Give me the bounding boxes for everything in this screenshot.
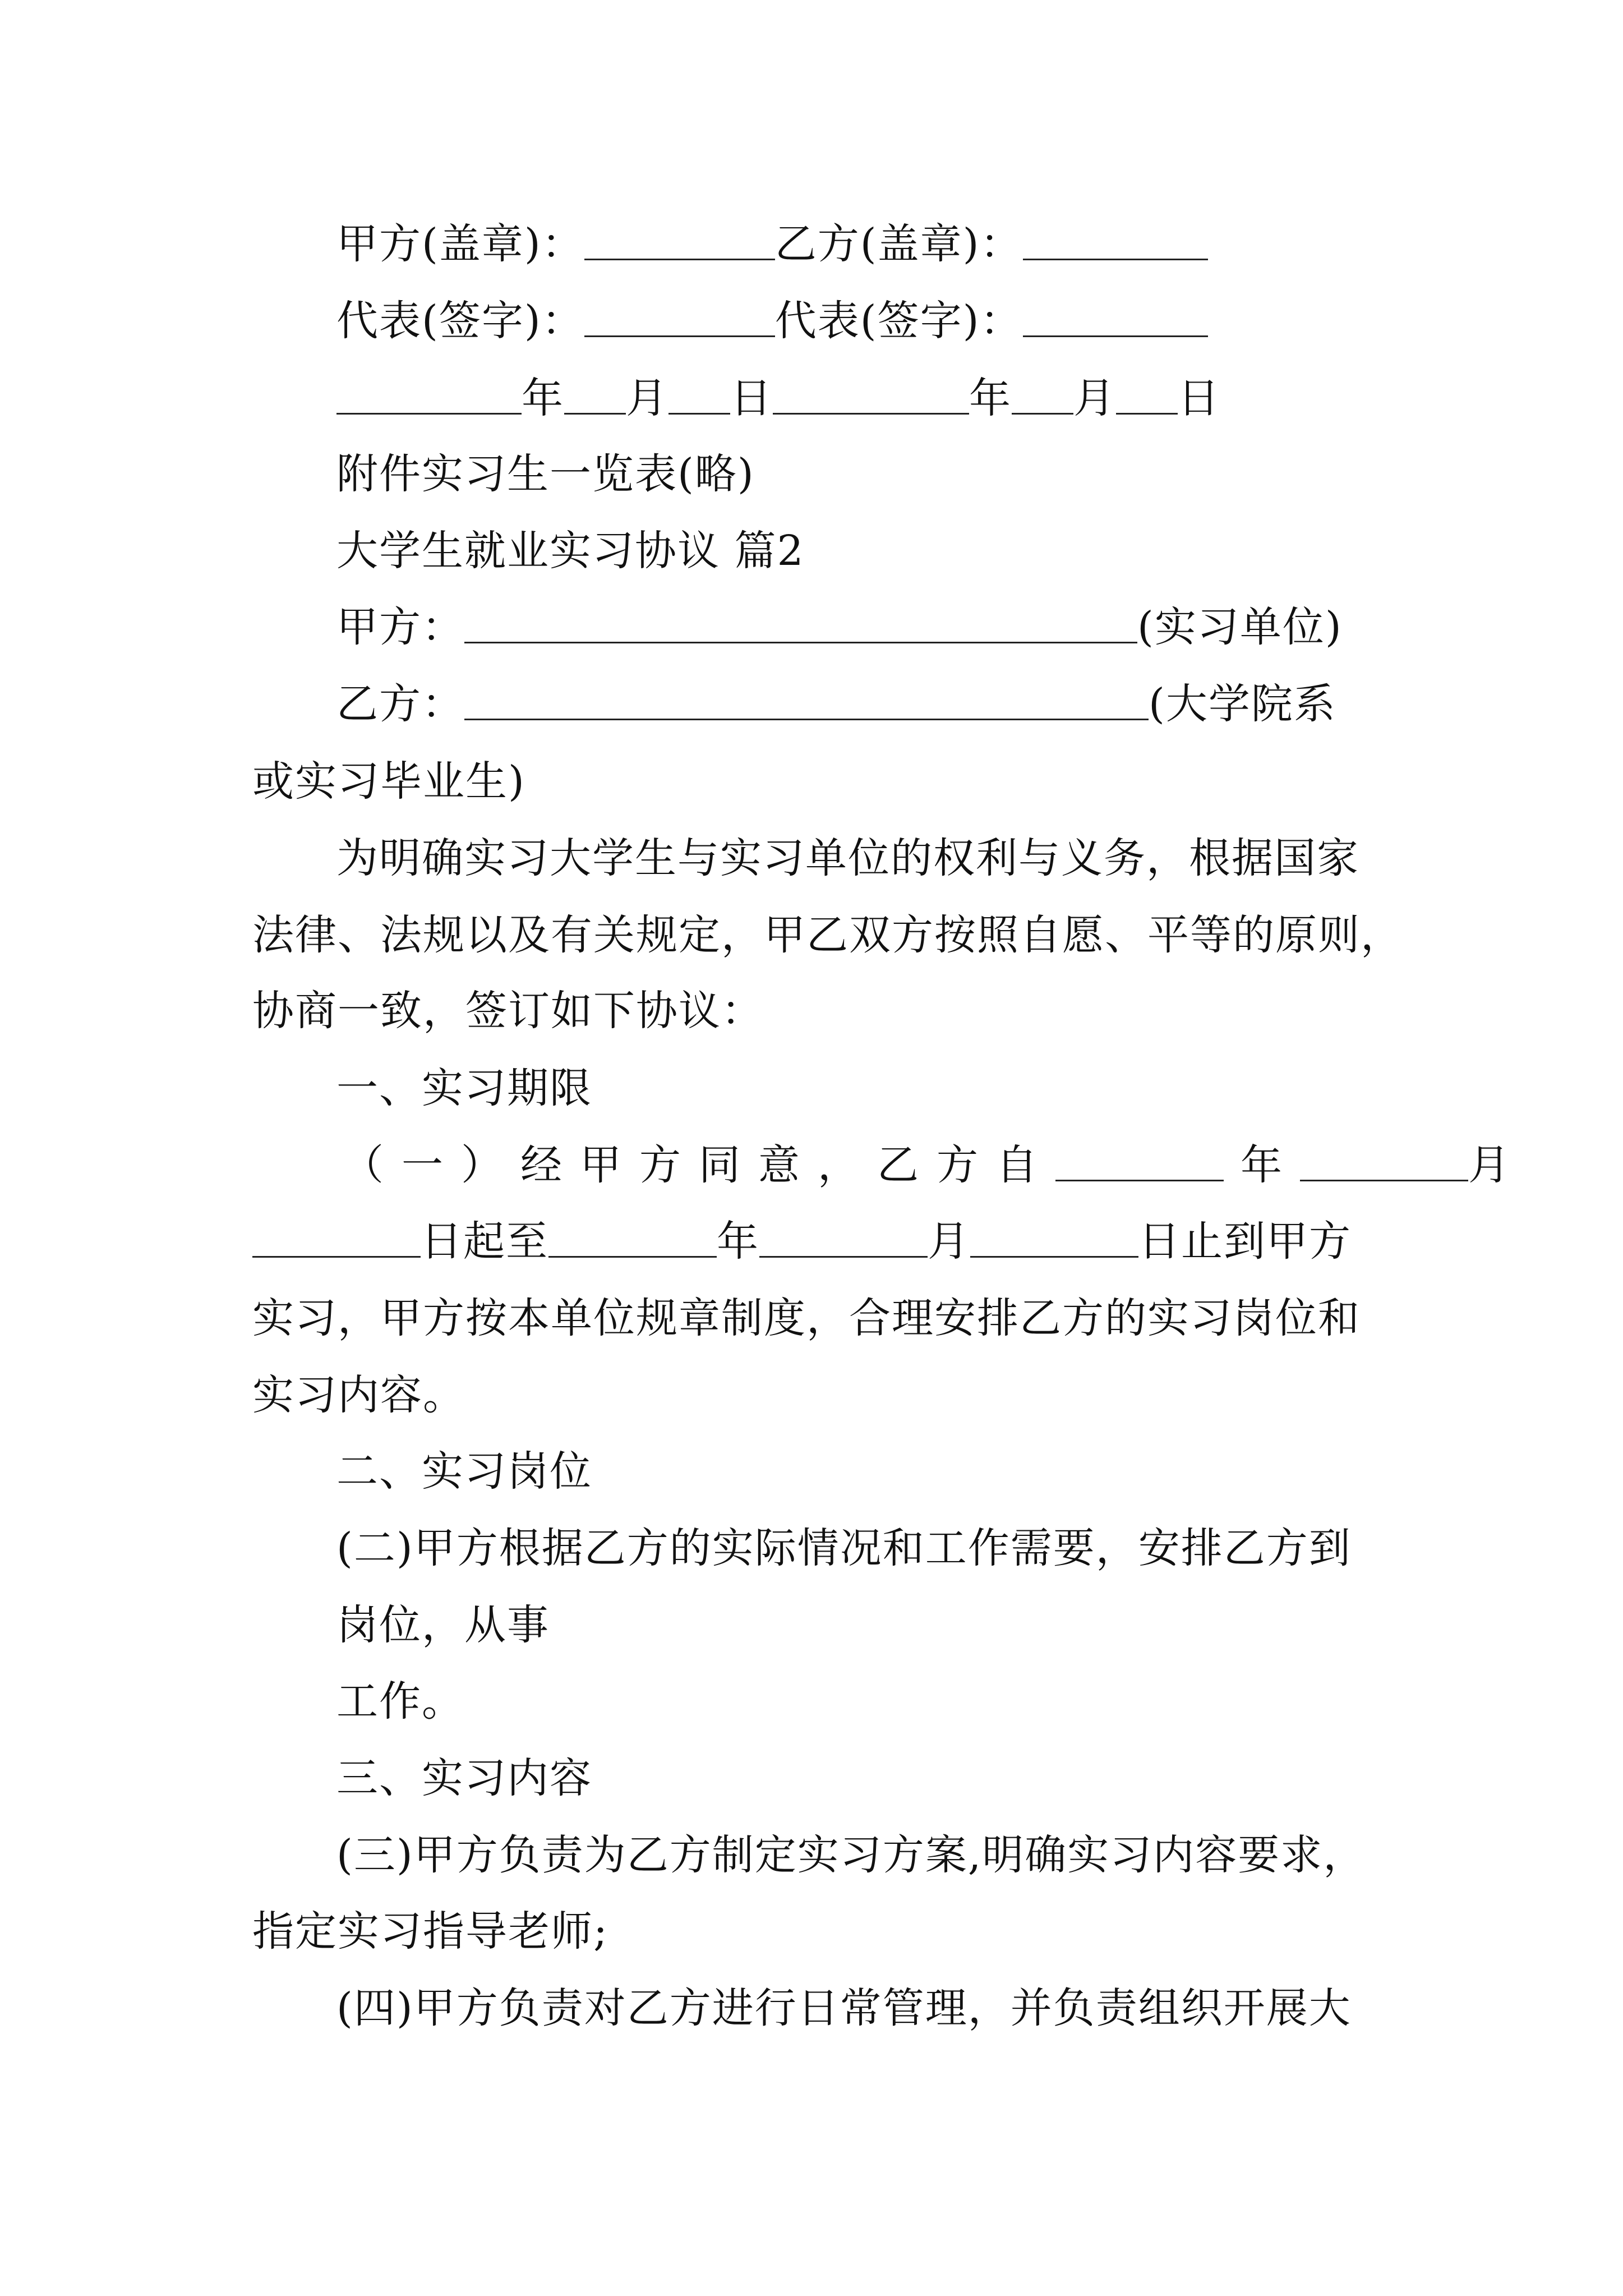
appendix-note: 附件实习生一览表(略) (336, 450, 755, 498)
end-month-blank (759, 1222, 928, 1258)
party-a-label: 甲方： (336, 603, 464, 651)
rep-b-blank (1023, 302, 1208, 337)
intro-line-1: 为明确实习大学生与实习单位的权利与义务，根据国家 (336, 834, 1359, 882)
section-1-item-line-2 (252, 1213, 1352, 1269)
month-label: 月 (928, 1217, 970, 1266)
party-a-line (336, 599, 1343, 655)
party-b-blank (464, 685, 1149, 720)
section-2-title: 二、实习岗位 (336, 1447, 592, 1496)
party-a-blank (464, 608, 1137, 643)
day-end-label: 日止到甲方 (1138, 1217, 1352, 1266)
date-b-year-blank (773, 379, 969, 415)
party-b-label: 乙方： (336, 680, 464, 728)
representative-line (336, 293, 1208, 349)
section-1-title: 一、实习期限 (336, 1064, 592, 1112)
year-label: 年 (522, 374, 564, 422)
date-b-month-blank (1012, 379, 1073, 415)
section-3-item-3-line-1: (三)甲方负责为乙方制定实习方案,明确实习内容要求， (336, 1831, 1366, 1879)
section-2-item-line-3: 工作。 (336, 1677, 464, 1726)
rep-b-label: 代表(签字)： (774, 297, 1023, 345)
month-label: 月 (626, 374, 668, 422)
section-2-item-line-1: (二)甲方根据乙方的实际情况和工作需要，安排乙方到 (336, 1524, 1352, 1572)
document-title: 大学生就业实习协议 篇2 (336, 527, 805, 575)
party-b-line (336, 676, 1336, 732)
day-label: 日 (730, 374, 773, 422)
day-start-label: 日起至 (421, 1217, 548, 1266)
party-a-seal-label: 甲方(盖章)： (336, 220, 584, 268)
seal-line (336, 216, 1208, 272)
year-label: 年 (969, 374, 1012, 422)
item-1-prefix: （一）经甲方同意，乙方自 (342, 1141, 1055, 1189)
rep-a-label: 代表(签字)： (336, 297, 584, 345)
rep-a-blank (584, 302, 775, 337)
intro-line-2: 法律、法规以及有关规定，甲乙双方按照自愿、平等的原则， (252, 911, 1403, 959)
party-a-suffix: (实习单位) (1137, 603, 1343, 651)
party-b-suffix: (大学院系 (1149, 680, 1336, 728)
date-b-day-blank (1116, 379, 1178, 415)
section-3-item-4-line-1: (四)甲方负责对乙方进行日常管理，并负责组织开展大 (336, 1984, 1352, 2032)
section-3-title: 三、实习内容 (336, 1754, 592, 1802)
month-label: 月 (1468, 1141, 1511, 1189)
end-day-blank (970, 1222, 1138, 1258)
section-3-item-3-line-2: 指定实习指导老师; (252, 1907, 608, 1955)
section-1-item-line-1 (342, 1137, 1511, 1193)
year-label: 年 (717, 1217, 759, 1266)
day-label: 日 (1178, 374, 1220, 422)
start-day-blank (252, 1222, 421, 1258)
party-b-seal-label: 乙方(盖章)： (774, 220, 1023, 268)
date-a-year-blank (336, 379, 522, 415)
party-b-seal-blank (1023, 225, 1208, 260)
date-a-month-blank (564, 379, 626, 415)
date-a-day-blank (668, 379, 730, 415)
date-line (336, 370, 1220, 426)
party-b-continuation: 或实习毕业生) (252, 757, 525, 806)
month-label: 月 (1073, 374, 1116, 422)
year-label: 年 (1241, 1141, 1283, 1189)
party-a-seal-blank (584, 225, 775, 260)
intro-line-3: 协商一致，签订如下协议： (252, 987, 764, 1035)
end-year-blank (548, 1222, 717, 1258)
section-1-item-line-4: 实习内容。 (252, 1371, 465, 1419)
start-month-blank (1300, 1146, 1468, 1181)
section-2-item-line-2: 岗位，从事 (336, 1601, 550, 1649)
section-1-item-line-3: 实习，甲方按本单位规章制度，合理安排乙方的实习岗位和 (252, 1294, 1361, 1342)
start-year-blank (1055, 1146, 1224, 1181)
